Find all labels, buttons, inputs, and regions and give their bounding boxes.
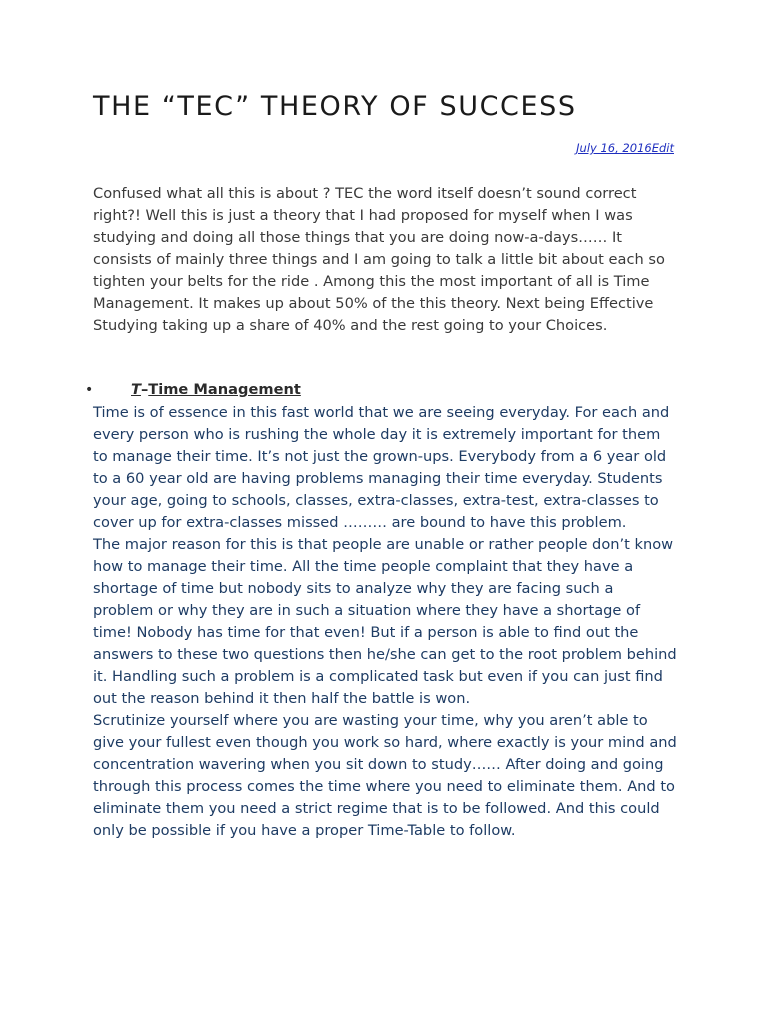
post-date-link[interactable]: July 16, 2016 <box>576 141 652 155</box>
section-heading <box>131 378 301 402</box>
edit-link[interactable]: Edit <box>651 141 674 155</box>
body-paragraph: Scrutinize yourself where you are wasting your time, why you aren’t able to give your fullest even though you work so hard, where exactly is your mind and concentration wavering when you sit down to study…… After doing and going through this process comes the time where you need to eliminate them. And to eliminate them you need a strict regime that is to be followed. And this could only be possible if you have a proper Time-Table to follow. <box>93 712 677 839</box>
section-separator: – <box>140 381 149 398</box>
section-body <box>93 402 678 842</box>
intro-paragraph: Confused what all this is about ? TEC the word itself doesn’t sound correct right?! Well this is just a theory that I had proposed for myself when I was studying and doing all those things that you are doing now-a-days…… It consists of mainly three things and I am going to talk a little bit about each so tighten your belts for the ride . Among this the most important of all is Time Management. It makes up about 50% of the this theory. Next being Effective Studying taking up a share of 40% and the rest going to your Choices. <box>93 185 665 334</box>
post-meta <box>576 141 674 155</box>
section-letter: T <box>131 381 141 398</box>
page-title: THE “TEC” THEORY OF SUCCESS <box>93 91 577 122</box>
body-paragraph: The major reason for this is that people are unable or rather people don’t know how to manage their time. All the time people complaint that they have a shortage of time but nobody sits to analyze why they are facing such a problem or why they are in such a situation where they have a shortage of time! Nobody has time for that even! But if a person is able to find out the answers to these two questions then he/she can get to the root problem behind it. Handling such a problem is a complicated task but even if you can just find out the reason behind it then half the battle is won. <box>93 536 677 707</box>
section-heading-text: Time Management <box>148 381 301 398</box>
body-paragraph: Time is of essence in this fast world that we are seeing everyday. For each and every person who is rushing the whole day it is extremely important for them to manage their time. It’s not just the grown-ups. Everybody from a 6 year old to a 60 year old are having problems managing their time everyday. Students your age, going to schools, classes, extra-classes, extra-test, extra-classes to cover up for extra-classes missed ……… are bound to have this problem. <box>93 404 670 531</box>
bullet-marker: • <box>85 382 94 398</box>
section-bullet <box>85 378 678 402</box>
